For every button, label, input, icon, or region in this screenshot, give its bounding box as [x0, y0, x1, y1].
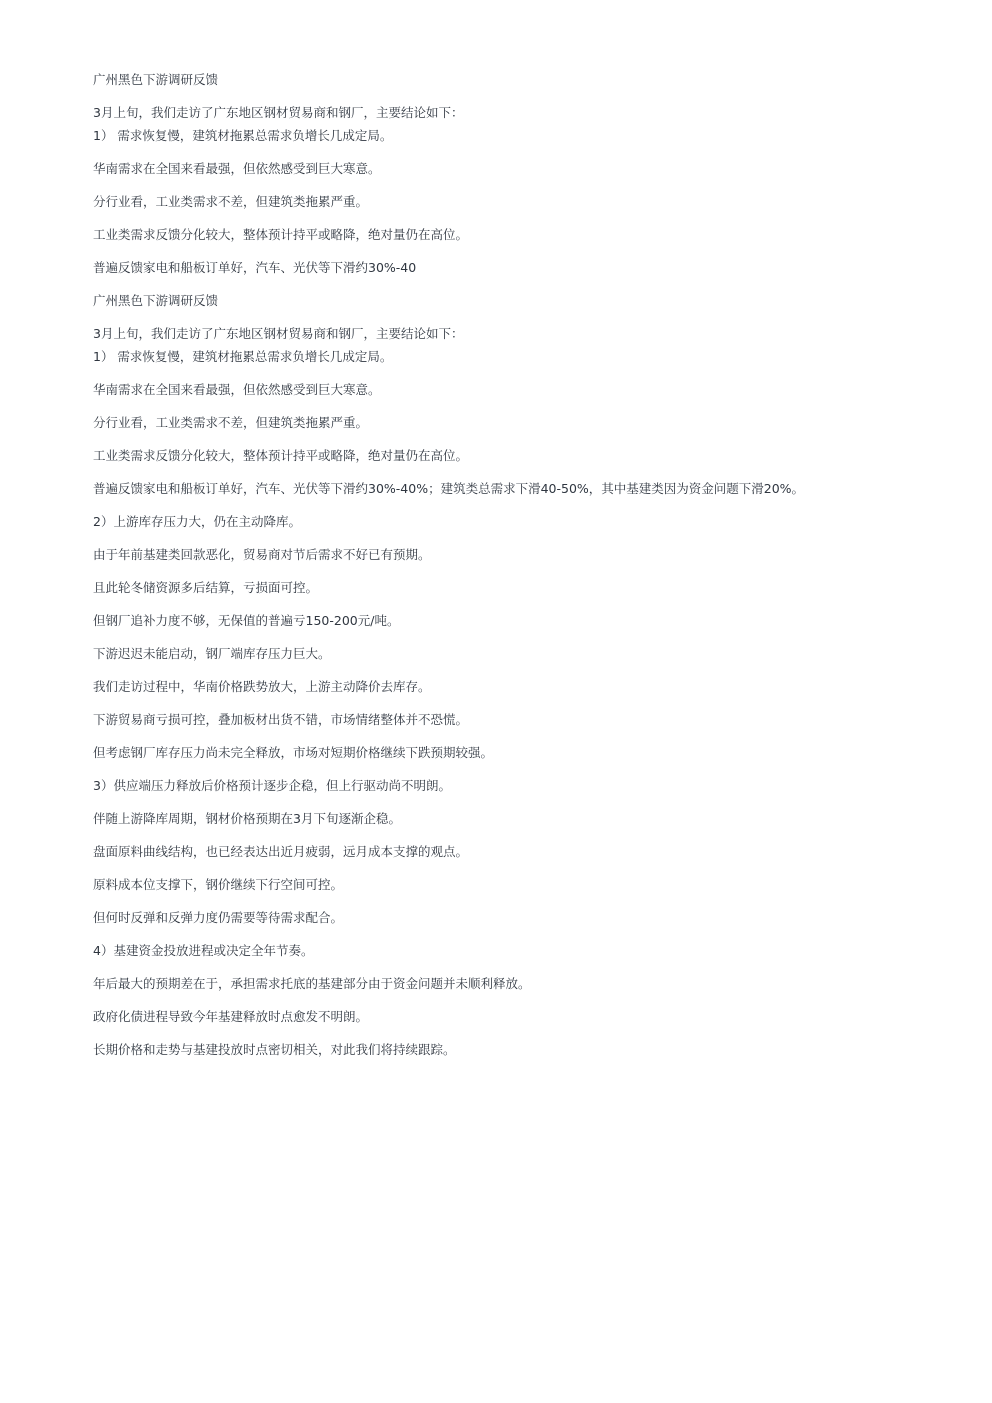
doc-intro: 3月上旬，我们走访了广东地区钢材贸易商和钢厂，主要结论如下： [93, 105, 464, 120]
doc-section-heading: 1） 需求恢复慢，建筑材拖累总需求负增长几成定局。 [93, 128, 393, 143]
doc-paragraph: 下游迟迟未能启动，钢厂端库存压力巨大。 [93, 646, 331, 661]
doc-paragraph: 由于年前基建类回款恶化，贸易商对节后需求不好已有预期。 [93, 547, 431, 562]
doc-paragraph: 下游贸易商亏损可控，叠加板材出货不错，市场情绪整体并不恐慌。 [93, 712, 469, 727]
doc-section-heading: 4）基建资金投放进程或决定全年节奏。 [93, 943, 314, 958]
doc-paragraph: 工业类需求反馈分化较大，整体预计持平或略降，绝对量仍在高位。 [93, 448, 469, 463]
doc-paragraph: 政府化债进程导致今年基建释放时点愈发不明朗。 [93, 1009, 369, 1024]
doc-section-heading: 2）上游库存压力大，仍在主动降库。 [93, 514, 301, 529]
doc-paragraph: 且此轮冬储资源多后结算，亏损面可控。 [93, 580, 319, 595]
doc-paragraph: 但考虑钢厂库存压力尚未完全释放，市场对短期价格继续下跌预期较强。 [93, 745, 494, 760]
doc-paragraph: 原料成本位支撑下，钢价继续下行空间可控。 [93, 877, 344, 892]
doc-section-heading: 1） 需求恢复慢，建筑材拖累总需求负增长几成定局。 [93, 349, 393, 364]
doc-paragraph: 分行业看，工业类需求不差，但建筑类拖累严重。 [93, 415, 369, 430]
doc-paragraph: 我们走访过程中，华南价格跌势放大，上游主动降价去库存。 [93, 679, 431, 694]
doc-intro: 3月上旬，我们走访了广东地区钢材贸易商和钢厂，主要结论如下： [93, 326, 464, 341]
doc-paragraph: 分行业看，工业类需求不差，但建筑类拖累严重。 [93, 194, 369, 209]
doc-paragraph: 普遍反馈家电和船板订单好，汽车、光伏等下滑约30%-40 [93, 260, 417, 275]
doc-paragraph: 伴随上游降库周期，钢材价格预期在3月下旬逐渐企稳。 [93, 811, 401, 826]
doc-paragraph: 普遍反馈家电和船板订单好，汽车、光伏等下滑约30%-40%；建筑类总需求下滑40-50%，其中基建类因为资金问题下滑20%。 [93, 481, 805, 496]
doc-paragraph: 华南需求在全国来看最强，但依然感受到巨大寒意。 [93, 382, 381, 397]
doc-paragraph: 盘面原料曲线结构，也已经表达出近月疲弱，远月成本支撑的观点。 [93, 844, 469, 859]
doc-section-heading: 3）供应端压力释放后价格预计逐步企稳，但上行驱动尚不明朗。 [93, 778, 451, 793]
doc-paragraph: 但何时反弹和反弹力度仍需要等待需求配合。 [93, 910, 344, 925]
doc-paragraph: 工业类需求反馈分化较大，整体预计持平或略降，绝对量仍在高位。 [93, 227, 469, 242]
document-body [93, 69, 913, 1072]
doc-paragraph: 年后最大的预期差在于，承担需求托底的基建部分由于资金问题并未顺利释放。 [93, 976, 531, 991]
doc-paragraph: 华南需求在全国来看最强，但依然感受到巨大寒意。 [93, 161, 381, 176]
doc-title: 广州黑色下游调研反馈 [93, 72, 219, 87]
doc-paragraph: 长期价格和走势与基建投放时点密切相关，对此我们将持续跟踪。 [93, 1042, 456, 1057]
doc-paragraph: 但钢厂追补力度不够，无保值的普遍亏150-200元/吨。 [93, 613, 400, 628]
doc-title: 广州黑色下游调研反馈 [93, 293, 219, 308]
